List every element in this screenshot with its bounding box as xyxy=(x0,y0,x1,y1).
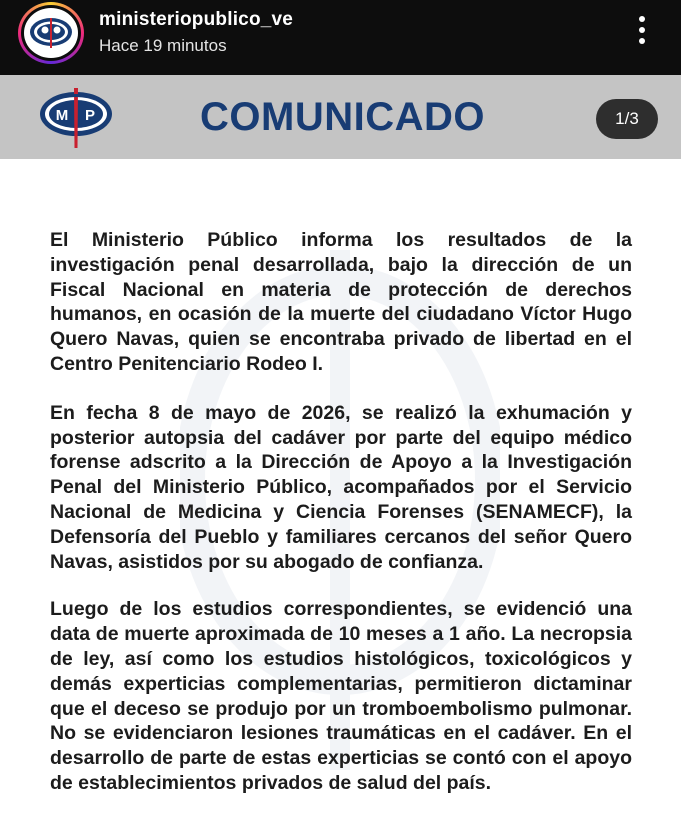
paragraph-2: En fecha 8 de mayo de 2026, se realizó la exhumación y posterior autopsia del cadáver por parte del equipo médico forense adscrito a la Dirección de Apoyo a la Investigación Penal del Ministerio Público, acompañados por el Servicio Nacional de Medicina y Ciencia Forenses (SENAMECF), la Defensoría del Pueblo y familiares cercanos del señor Quero Navas, asistidos por su abogado de confianza. xyxy=(50,401,632,573)
avatar-ring[interactable] xyxy=(18,2,84,64)
logo-letter-p: P xyxy=(84,107,96,124)
logo-letter-m: M xyxy=(55,107,69,124)
page-indicator: 1/3 xyxy=(596,99,658,139)
ministerio-publico-logo-icon xyxy=(38,84,114,150)
communique-body xyxy=(50,228,632,820)
ministerio-publico-logo-icon xyxy=(24,8,78,58)
account-username[interactable]: ministeriopublico_ve xyxy=(99,9,294,30)
story-timestamp: Hace 19 minutos xyxy=(99,36,227,55)
more-vertical-icon xyxy=(639,16,645,22)
avatar[interactable] xyxy=(24,8,78,58)
communique-banner xyxy=(0,75,681,159)
story-header xyxy=(0,0,681,75)
paragraph-3: Luego de los estudios correspondientes, se evidenció una data de muerte aproximada de 10 meses a 1 año. La necropsia de ley, así como los estudios histológicos, toxicológicos y demás experticias complementarias, permitieron dictaminar que el deceso se produjo por un tromboembolismo pulmonar. No se evidenciaron lesiones traumáticas en el cadáver. En el desarrollo de parte de estas experticias se contó con el apoyo de establecimientos privados de salud del país. xyxy=(50,598,632,794)
paragraph-1: El Ministerio Público informa los resultados de la investigación penal desarrollada, bajo la dirección de un Fiscal Nacional en materia de protección de derechos humanos, en ocasión de la muerte del ciudadano Víctor Hugo Quero Navas, quien se encontraba privado de libertad en el Centro Penitenciario Rodeo I. xyxy=(50,229,632,375)
more-options-button[interactable] xyxy=(630,14,654,48)
banner-title: COMUNICADO xyxy=(200,95,485,139)
